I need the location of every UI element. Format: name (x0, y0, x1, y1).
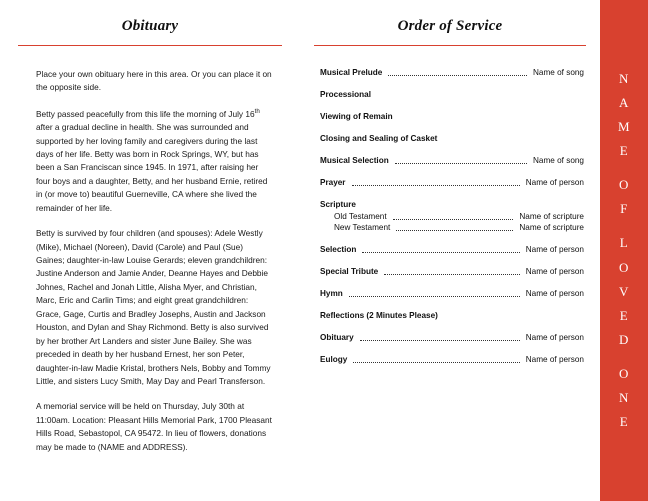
service-subitem (320, 212, 584, 221)
service-item-label: Selection (320, 245, 357, 254)
service-item (320, 134, 584, 143)
spine-letter: E (619, 413, 629, 429)
service-item (320, 90, 584, 99)
service-item (320, 68, 584, 77)
service-item (320, 355, 584, 364)
leader-dots (393, 218, 514, 220)
service-subitem-value: Name of scripture (519, 212, 584, 221)
service-item (320, 178, 584, 187)
service-item-label: Obituary (320, 333, 354, 342)
spine-letter: V (619, 283, 629, 299)
service-item-label: Closing and Sealing of Casket (320, 134, 438, 143)
spine-letter: E (619, 307, 629, 323)
spine-letter: E (619, 143, 629, 159)
service-item-label: Musical Prelude (320, 68, 383, 77)
ordinal-superscript: th (254, 107, 260, 115)
service-item (320, 156, 584, 165)
obituary-paragraph-3: Betty is survived by four children (and spouses): Adele Westly (Mike), Michael (Noreen), David (Carole) and Paul (Sue) Gaines; daughter-in-law Louise Gerards; eleven grandchildren: Justine Anderson and Jamie Ander, Deanne Hayes and Debbie Johnes, Rachel and Jonah Little, Alisha Myer, and Christian, Marc, Eric and Carlin Tims; and eight great grandchildren: Grace, Gage, Curtis and Bradley Josephs, Austin and Jackson Houston, and Dylan and Shay Richmond. Betty is also survived by her brother Art Landers and sister June Bailey. She was preceded in death by her husband Ernest, her son Peter, daughter-in-law Madie Kristal, brothers Nels, Bobby and Tommy Little, and sisters Lucy Smith, May Day and Pearl Transferson. (36, 228, 271, 386)
service-subitem-label: New Testament (334, 223, 391, 232)
service-item-value: Name of person (525, 333, 584, 342)
service-item-label: Prayer (320, 178, 346, 187)
service-item (320, 267, 584, 276)
service-item-label: Processional (320, 90, 371, 99)
leader-dots (395, 162, 527, 164)
service-item (320, 289, 584, 298)
leader-dots (349, 295, 520, 297)
leader-dots (362, 251, 519, 253)
service-subitem (320, 223, 584, 232)
order-of-service-heading: Order of Service (397, 18, 503, 34)
leader-dots (396, 229, 513, 231)
service-item-scripture (320, 200, 584, 232)
order-of-service-column (300, 0, 600, 501)
obituary-column (0, 0, 300, 501)
service-item-value: Name of person (525, 289, 584, 298)
spine-letter: N (619, 71, 629, 87)
service-subitem-value: Name of scripture (519, 223, 584, 232)
obituary-paragraph-2-text: Betty passed peacefully from this life the morning of July 16th after a gradual decline in health. She was surrounded and supported by her loving family and caregivers during the last days of her life. Betty was born in Rock Springs, WY, but has been a San Franciscan since 1945. In 1971, after raising her four boys and a daughter, Betty, and her husband Ernie, retired in (or move to) beautiful Guerneville, CA where she lived the remainder of her life. (36, 107, 268, 213)
obituary-paragraph-1: Place your own obituary here in this area. Or you can place it on the opposite side. (36, 69, 272, 93)
spine-panel (600, 0, 648, 501)
service-item (320, 333, 584, 342)
service-item-value: Name of song (533, 68, 584, 77)
spine-letter: O (619, 177, 629, 193)
service-item (320, 112, 584, 121)
spine-text (618, 67, 630, 434)
service-item (320, 245, 584, 254)
spine-letter: D (619, 331, 629, 347)
service-item-label: Special Tribute (320, 267, 379, 276)
service-item-label: Scripture (320, 200, 356, 209)
service-item-value: Name of person (525, 245, 584, 254)
obituary-heading: Obituary (121, 18, 179, 34)
service-item-label: Viewing of Remain (320, 112, 393, 121)
spine-letter: O (619, 365, 629, 381)
obituary-paragraph-4: A memorial service will be held on Thursday, July 30th at 11:00am. Location: Pleasant Hills Memorial Park, 1700 Pleasant Hills Road, Sebastopol, CA 95472. In lieu of flowers, donations may be made to (NAME and ADDRESS). (36, 401, 272, 452)
service-item-label: Musical Selection (320, 156, 389, 165)
obituary-paragraph-2 (36, 107, 272, 215)
service-item-value: Name of person (525, 267, 584, 276)
service-item-value: Name of person (525, 355, 584, 364)
spine-letter: O (619, 259, 629, 275)
spine-letter: M (617, 119, 631, 135)
service-subitem-label: Old Testament (334, 212, 387, 221)
service-item-label: Hymn (320, 289, 343, 298)
service-item-value: Name of song (533, 156, 584, 165)
service-item (320, 311, 584, 320)
leader-dots (388, 74, 527, 76)
leader-dots (384, 273, 519, 275)
obituary-body (0, 46, 300, 454)
spine-letter: A (619, 95, 629, 111)
order-of-service-list (300, 46, 600, 364)
spine-letter: N (619, 389, 629, 405)
service-item-label: Reflections (2 Minutes Please) (320, 311, 438, 320)
leader-dots (352, 184, 520, 186)
spine-letter: F (620, 201, 628, 217)
leader-dots (353, 361, 519, 363)
service-item-value: Name of person (525, 178, 584, 187)
service-item-label: Eulogy (320, 355, 348, 364)
leader-dots (360, 339, 520, 341)
spine-letter: L (619, 235, 629, 251)
